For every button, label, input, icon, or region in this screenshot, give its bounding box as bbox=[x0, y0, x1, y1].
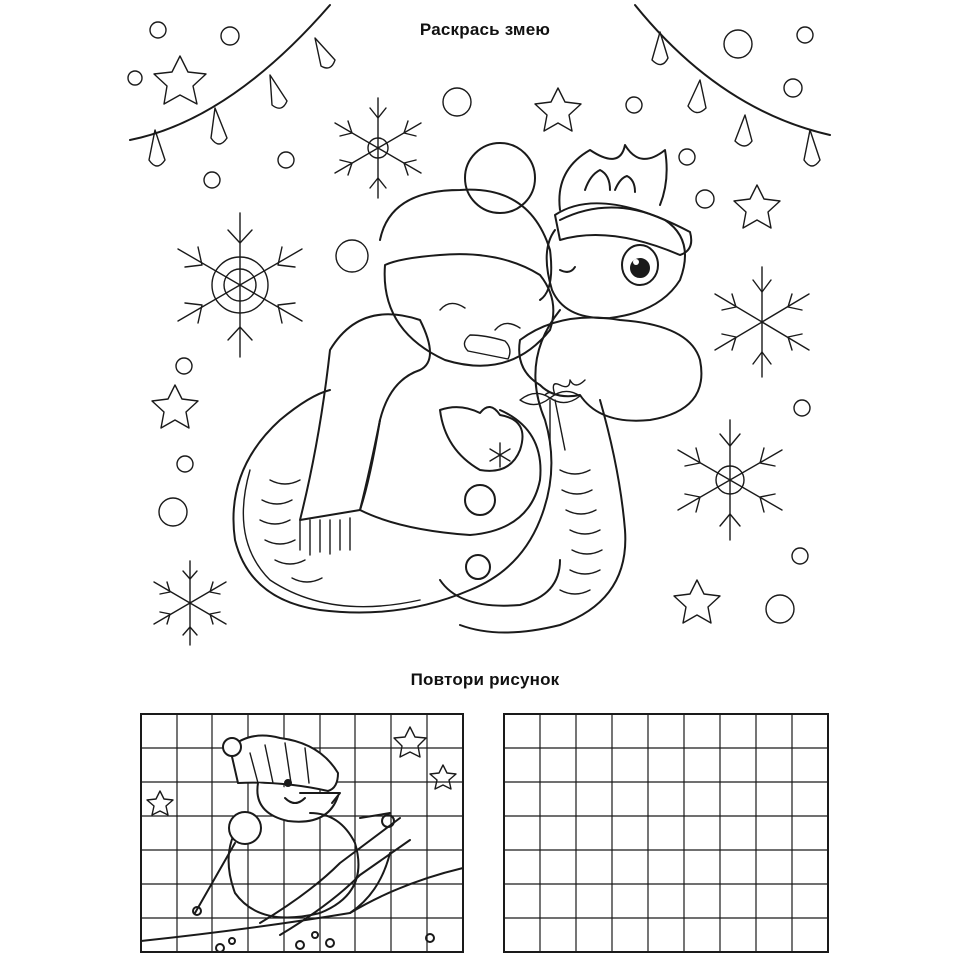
garland-left-icon bbox=[130, 5, 335, 166]
garland-right-icon bbox=[635, 5, 830, 166]
snake-head bbox=[547, 145, 692, 318]
coloring-task-title: Раскрась змею bbox=[419, 20, 551, 39]
skiing-snowman-drawing bbox=[141, 736, 463, 952]
snake-fur-collar bbox=[519, 318, 701, 451]
snowflake-icons bbox=[154, 98, 809, 645]
sample-grid bbox=[140, 713, 464, 953]
snowball-dots bbox=[128, 22, 813, 623]
blank-copy-grid[interactable] bbox=[503, 713, 829, 953]
snowman-figure bbox=[300, 143, 560, 606]
copy-task-title: Повтори рисунок bbox=[410, 670, 560, 689]
